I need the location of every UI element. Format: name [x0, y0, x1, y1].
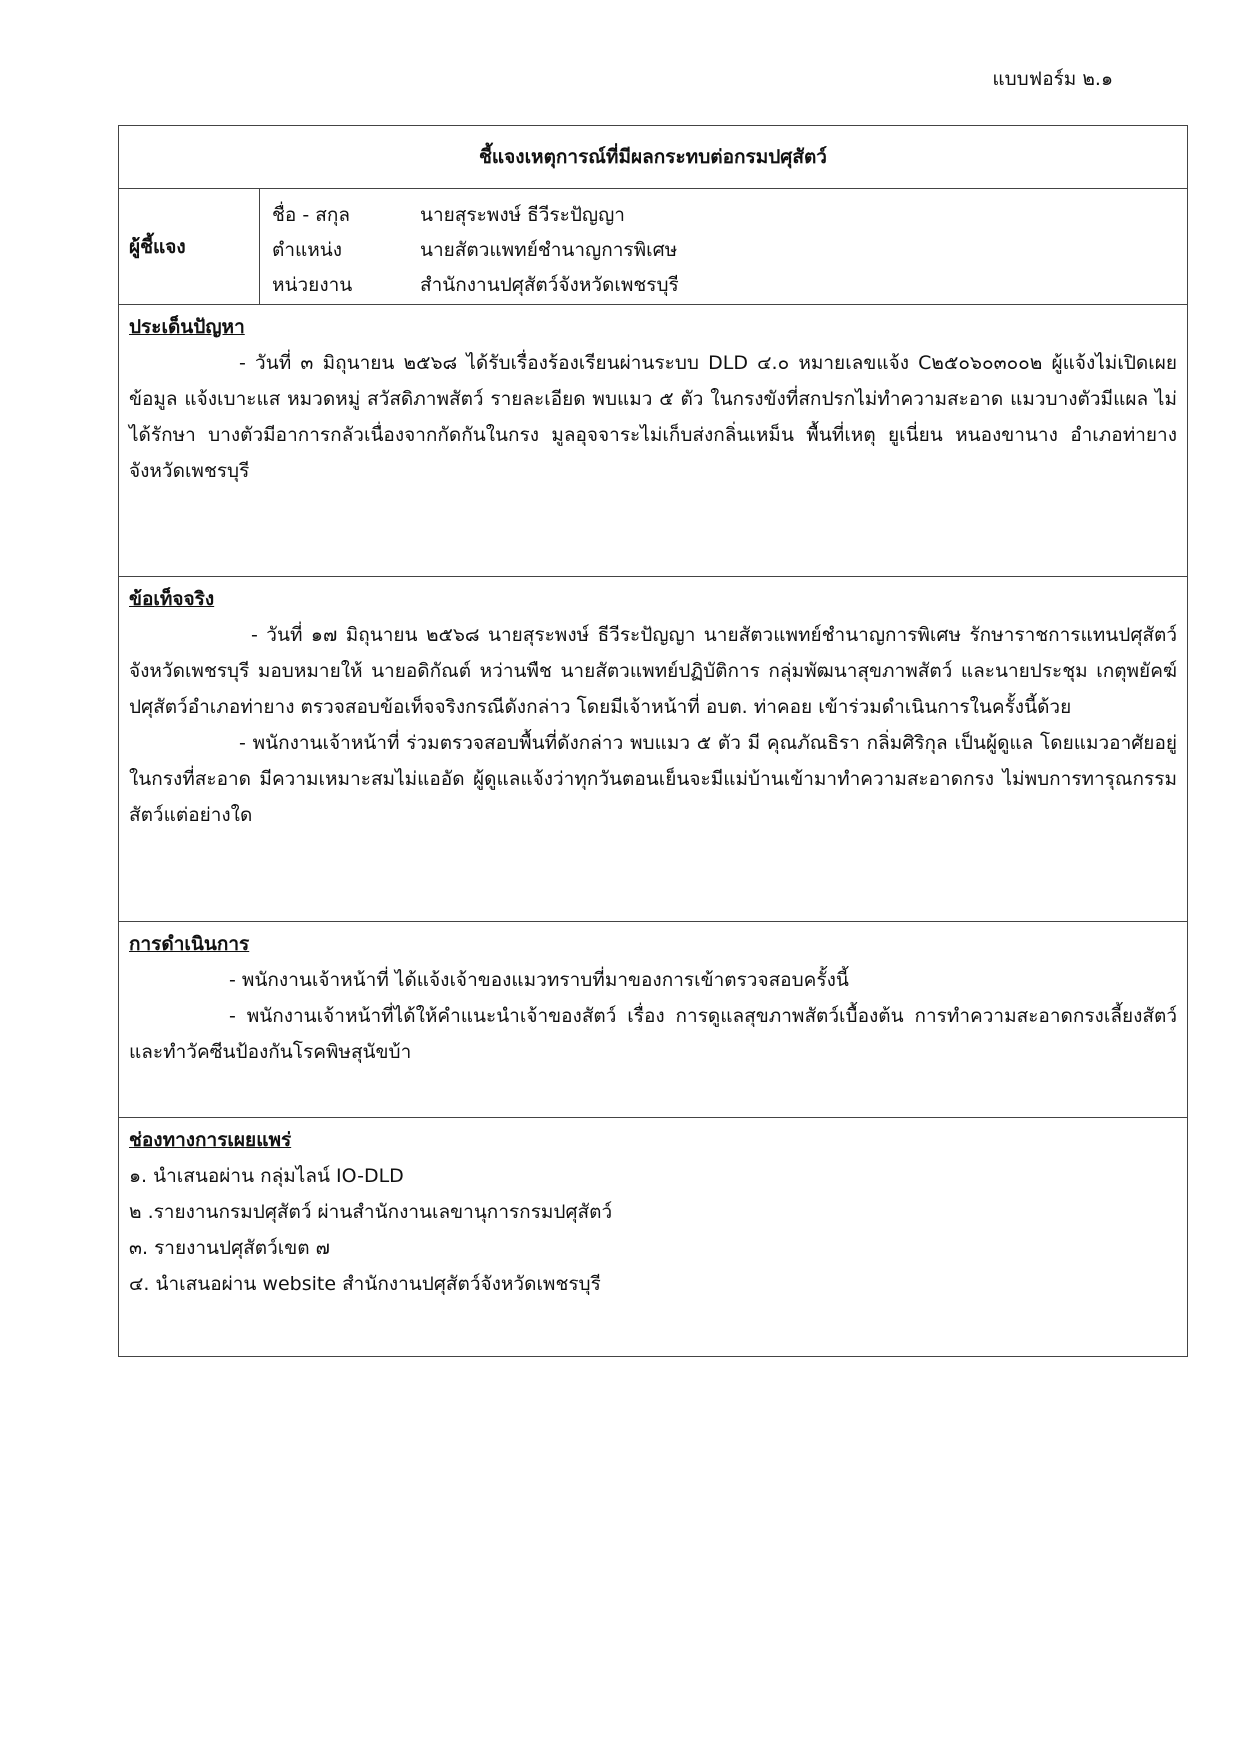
paragraph: - พนักงานเจ้าหน้าที่ได้ให้คำแนะนำเจ้าของสัตว์ เรื่อง การดูแลสุขภาพสัตว์เบื้องต้น การทำความสะอาดกรงเลี้ยงสัตว์ และทำวัคซีนป้องกันโรคพิษสุนัขบ้า [129, 1005, 1177, 1063]
section-heading: การดำเนินการ [129, 933, 250, 955]
facts-section [119, 577, 1187, 922]
paragraph: - วันที่ ๑๗ มิถุนายน ๒๕๖๘ นายสุระพงษ์ ธีวีระปัญญา นายสัตวแพทย์ชำนาญการพิเศษ รักษาราชการแทนปศุสัตว์จังหวัดเพชรบุรี มอบหมายให้ นายอดิกัณต์ หว่านพืช นายสัตวแพทย์ปฏิบัติการ กลุ่มพัฒนาสุขภาพสัตว์ และนายประชุม เกตุพยัคฆ์ ปศุสัตว์อำเภอท่ายาง ตรวจสอบข้อเท็จจริงกรณีดังกล่าว โดยมีเจ้าหน้าที่ อบต. ท่าคอย เข้าร่วมดำเนินการในครั้งนี้ด้วย [129, 624, 1177, 718]
reporter-label: ผู้ชี้แจง [119, 189, 260, 304]
field-key: ชื่อ - สกุล [272, 203, 350, 226]
paragraph: - วันที่ ๓ มิถุนายน ๒๕๖๘ ได้รับเรื่องร้องเรียนผ่านระบบ DLD ๔.๐ หมายเลขแจ้ง C๒๕๐๖๐๓๐๐๒ ผู้แจ้งไม่เปิดเผยข้อมูล แจ้งเบาะแส หมวดหมู่ สวัสดิภาพสัตว์ รายละเอียด พบแมว ๕ ตัว ในกรงขังที่สกปรกไม่ทำความสะอาด แมวบางตัวมีแผล ไม่ได้รักษา บางตัวมีอาการกลัวเนื่องจากกัดกันในกรง มูลอุจจาระไม่เก็บส่งกลิ่นเหม็น พื้นที่เหตุ ยูเนี่ยน หนองขานาง อำเภอท่ายาง จังหวัดเพชรบุรี [129, 352, 1177, 482]
form-title: ชี้แจงเหตุการณ์ที่มีผลกระทบต่อกรมปศุสัตว์ [119, 126, 1187, 189]
paragraph: - พนักงานเจ้าหน้าที่ ร่วมตรวจสอบพื้นที่ดังกล่าว พบแมว ๕ ตัว มี คุณภัณธิรา กลิ่มศิริกุล เป็นผู้ดูแล โดยแมวอาศัยอยู่ในกรงที่สะอาด มีความเหมาะสมไม่แออัด ผู้ดูแลแจ้งว่าทุกวันตอนเย็นจะมีแม่บ้านเข้ามาทำความสะอาดกรง ไม่พบการทารุณกรรมสัตว์แต่อย่างใด [129, 732, 1177, 826]
form-number: แบบฟอร์ม ๒.๑ [992, 68, 1113, 90]
field-value: สำนักงานปศุสัตว์จังหวัดเพชรบุรี [420, 273, 679, 296]
section-heading: ข้อเท็จจริง [129, 588, 215, 610]
section-heading: ประเด็นปัญหา [129, 316, 245, 338]
reporter-fields [260, 189, 1187, 304]
list-item: ๑. นำเสนอผ่าน กลุ่มไลน์ IO-DLD [129, 1165, 404, 1187]
field-value: นายสุระพงษ์ ธีวีระปัญญา [420, 203, 625, 226]
field-key: ตำแหน่ง [272, 238, 343, 261]
list-item: ๓. รายงานปศุสัตว์เขต ๗ [129, 1237, 330, 1259]
channels-section [119, 1118, 1187, 1358]
field-key: หน่วยงาน [272, 273, 353, 296]
report-form [118, 125, 1188, 1357]
reporter-name-row [272, 197, 1187, 232]
actions-section [119, 922, 1187, 1118]
paragraph: - พนักงานเจ้าหน้าที่ ได้แจ้งเจ้าของแมวทราบที่มาของการเข้าตรวจสอบครั้งนี้ [229, 969, 849, 991]
list-item: ๔. นำเสนอผ่าน website สำนักงานปศุสัตว์จังหวัดเพชรบุรี [129, 1273, 601, 1295]
section-heading: ช่องทางการเผยแพร่ [129, 1129, 292, 1151]
reporter-agency-row [272, 267, 1187, 302]
list-item: ๒ .รายงานกรมปศุสัตว์ ผ่านสำนักงานเลขานุการกรมปศุสัตว์ [129, 1201, 613, 1223]
reporter-position-row [272, 232, 1187, 267]
reporter-section [119, 189, 1187, 305]
issue-section [119, 305, 1187, 577]
field-value: นายสัตวแพทย์ชำนาญการพิเศษ [420, 238, 678, 261]
